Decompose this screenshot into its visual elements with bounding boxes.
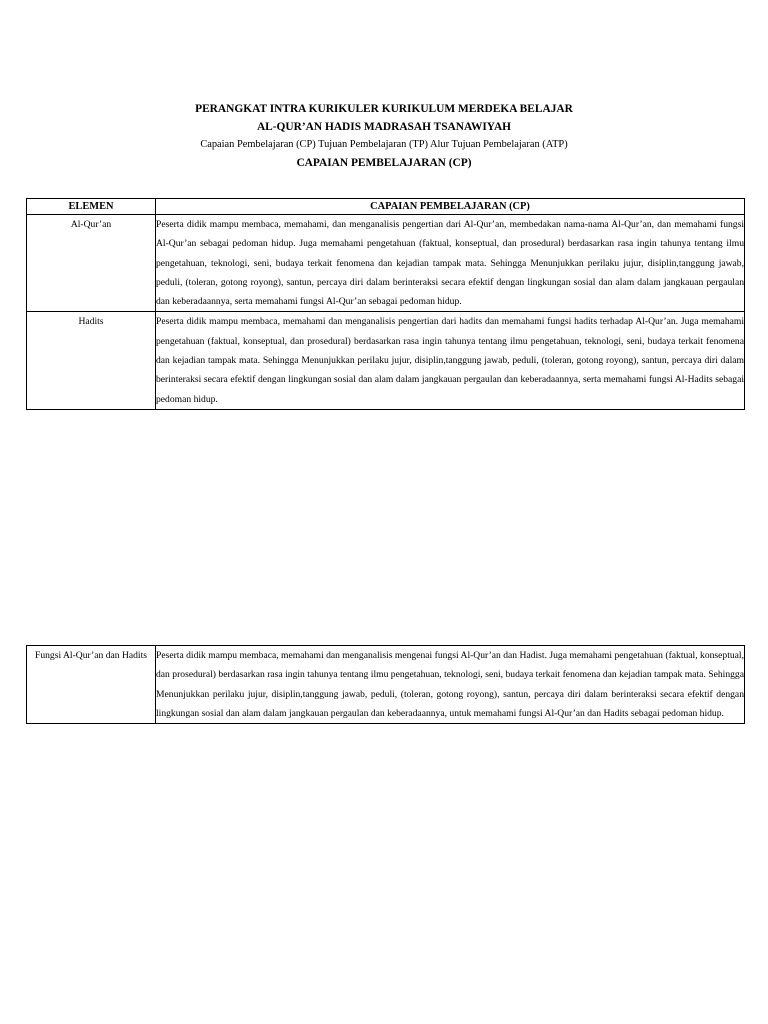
- elemen-cell: Hadits: [27, 312, 156, 409]
- document-title-line1: PERANGKAT INTRA KURIKULER KURIKULUM MERDEKA BELAJAR: [195, 103, 573, 115]
- section-title: CAPAIAN PEMBELAJARAN (CP): [296, 157, 472, 169]
- cp-cell: Peserta didik mampu membaca, memahami dan menganalisis mengenai fungsi Al-Qur’an dan Hadist. Juga memahami pengetahuan (faktual, konseptual, dan prosedural) berdasarkan rasa ingin tahunya tentang ilmu pengetahuan, teknologi, seni, budaya terkait fenomena dan kejadian tampak mata. Sehingga Menunjukkan perilaku jujur, disiplin,tanggung jawab, peduli, (toleran, gotong royong), santun, percaya diri dalam berinteraksi secara efektif dengan lingkungan sosial dan alam dalam jangkauan pergaulan dan keberadaannya, untuk memahami fungsi Al-Qur’an dan Hadits sebagai pedoman hidup.: [156, 646, 745, 724]
- table-row-hadits: [27, 312, 745, 409]
- document-title-line2: AL-QUR’AN HADIS MADRASAH TSANAWIYAH: [256, 121, 512, 133]
- cp-table-continued: [26, 645, 745, 724]
- table-header-row: [27, 199, 745, 215]
- cp-cell: Peserta didik mampu membaca, memahami dan menganalisis pengertian dari hadits dan memahami fungsi hadits terhadap Al-Qur’an. Juga memahami pengetahuan (faktual, konseptual, dan prosedural) berdasarkan rasa ingin tahunya tentang ilmu pengetahuan, teknologi, seni, budaya terkait fenomena dan kejadian tampak mata. Sehingga Menunjukkan perilaku jujur, disiplin,tanggung jawab, peduli, (toleran, gotong royong), santun, percaya diri dalam berinteraksi secara efektif dengan lingkungan sosial dan alam dalam jangkauan pergaulan dan keberadaannya, serta memahami fungsi Al-Hadits sebagai pedoman hidup.: [156, 312, 745, 409]
- elemen-cell: Fungsi Al-Qur’an dan Hadits: [27, 646, 156, 724]
- column-header-elemen: ELEMEN: [27, 199, 156, 215]
- document-header: [0, 100, 768, 172]
- column-header-cp: CAPAIAN PEMBELAJARAN (CP): [156, 199, 745, 215]
- document-subtitle: Capaian Pembelajaran (CP) Tujuan Pembelajaran (TP) Alur Tujuan Pembelajaran (ATP): [200, 139, 568, 150]
- cp-table: [26, 198, 745, 410]
- table-row-fungsi: [27, 646, 745, 724]
- cp-cell: Peserta didik mampu membaca, memahami, dan menganalisis pengertian dari Al-Qur’an, membedakan nama-nama Al-Qur’an, dan memahami fungsi Al-Qur’an sebagai pedoman hidup. Juga memahami pengetahuan (faktual, konseptual, dan prosedural) berdasarkan rasa ingin tahunya tentang ilmu pengetahuan, teknologi, seni, budaya terkait fenomena dan kejadian tampak mata. Sehingga Menunjukkan perilaku jujur, disiplin,tanggung jawab, peduli, (toleran, gotong royong), santun, percaya diri dalam berinteraksi secara efektif dengan lingkungan sosial dan alam dalam jangkauan pergaulan dan keberadaannya, serta memahami fungsi Al-Qur’an sebagai pedoman hidup.: [156, 215, 745, 312]
- table-row-al-quran: [27, 215, 745, 312]
- elemen-cell: Al-Qur’an: [27, 215, 156, 312]
